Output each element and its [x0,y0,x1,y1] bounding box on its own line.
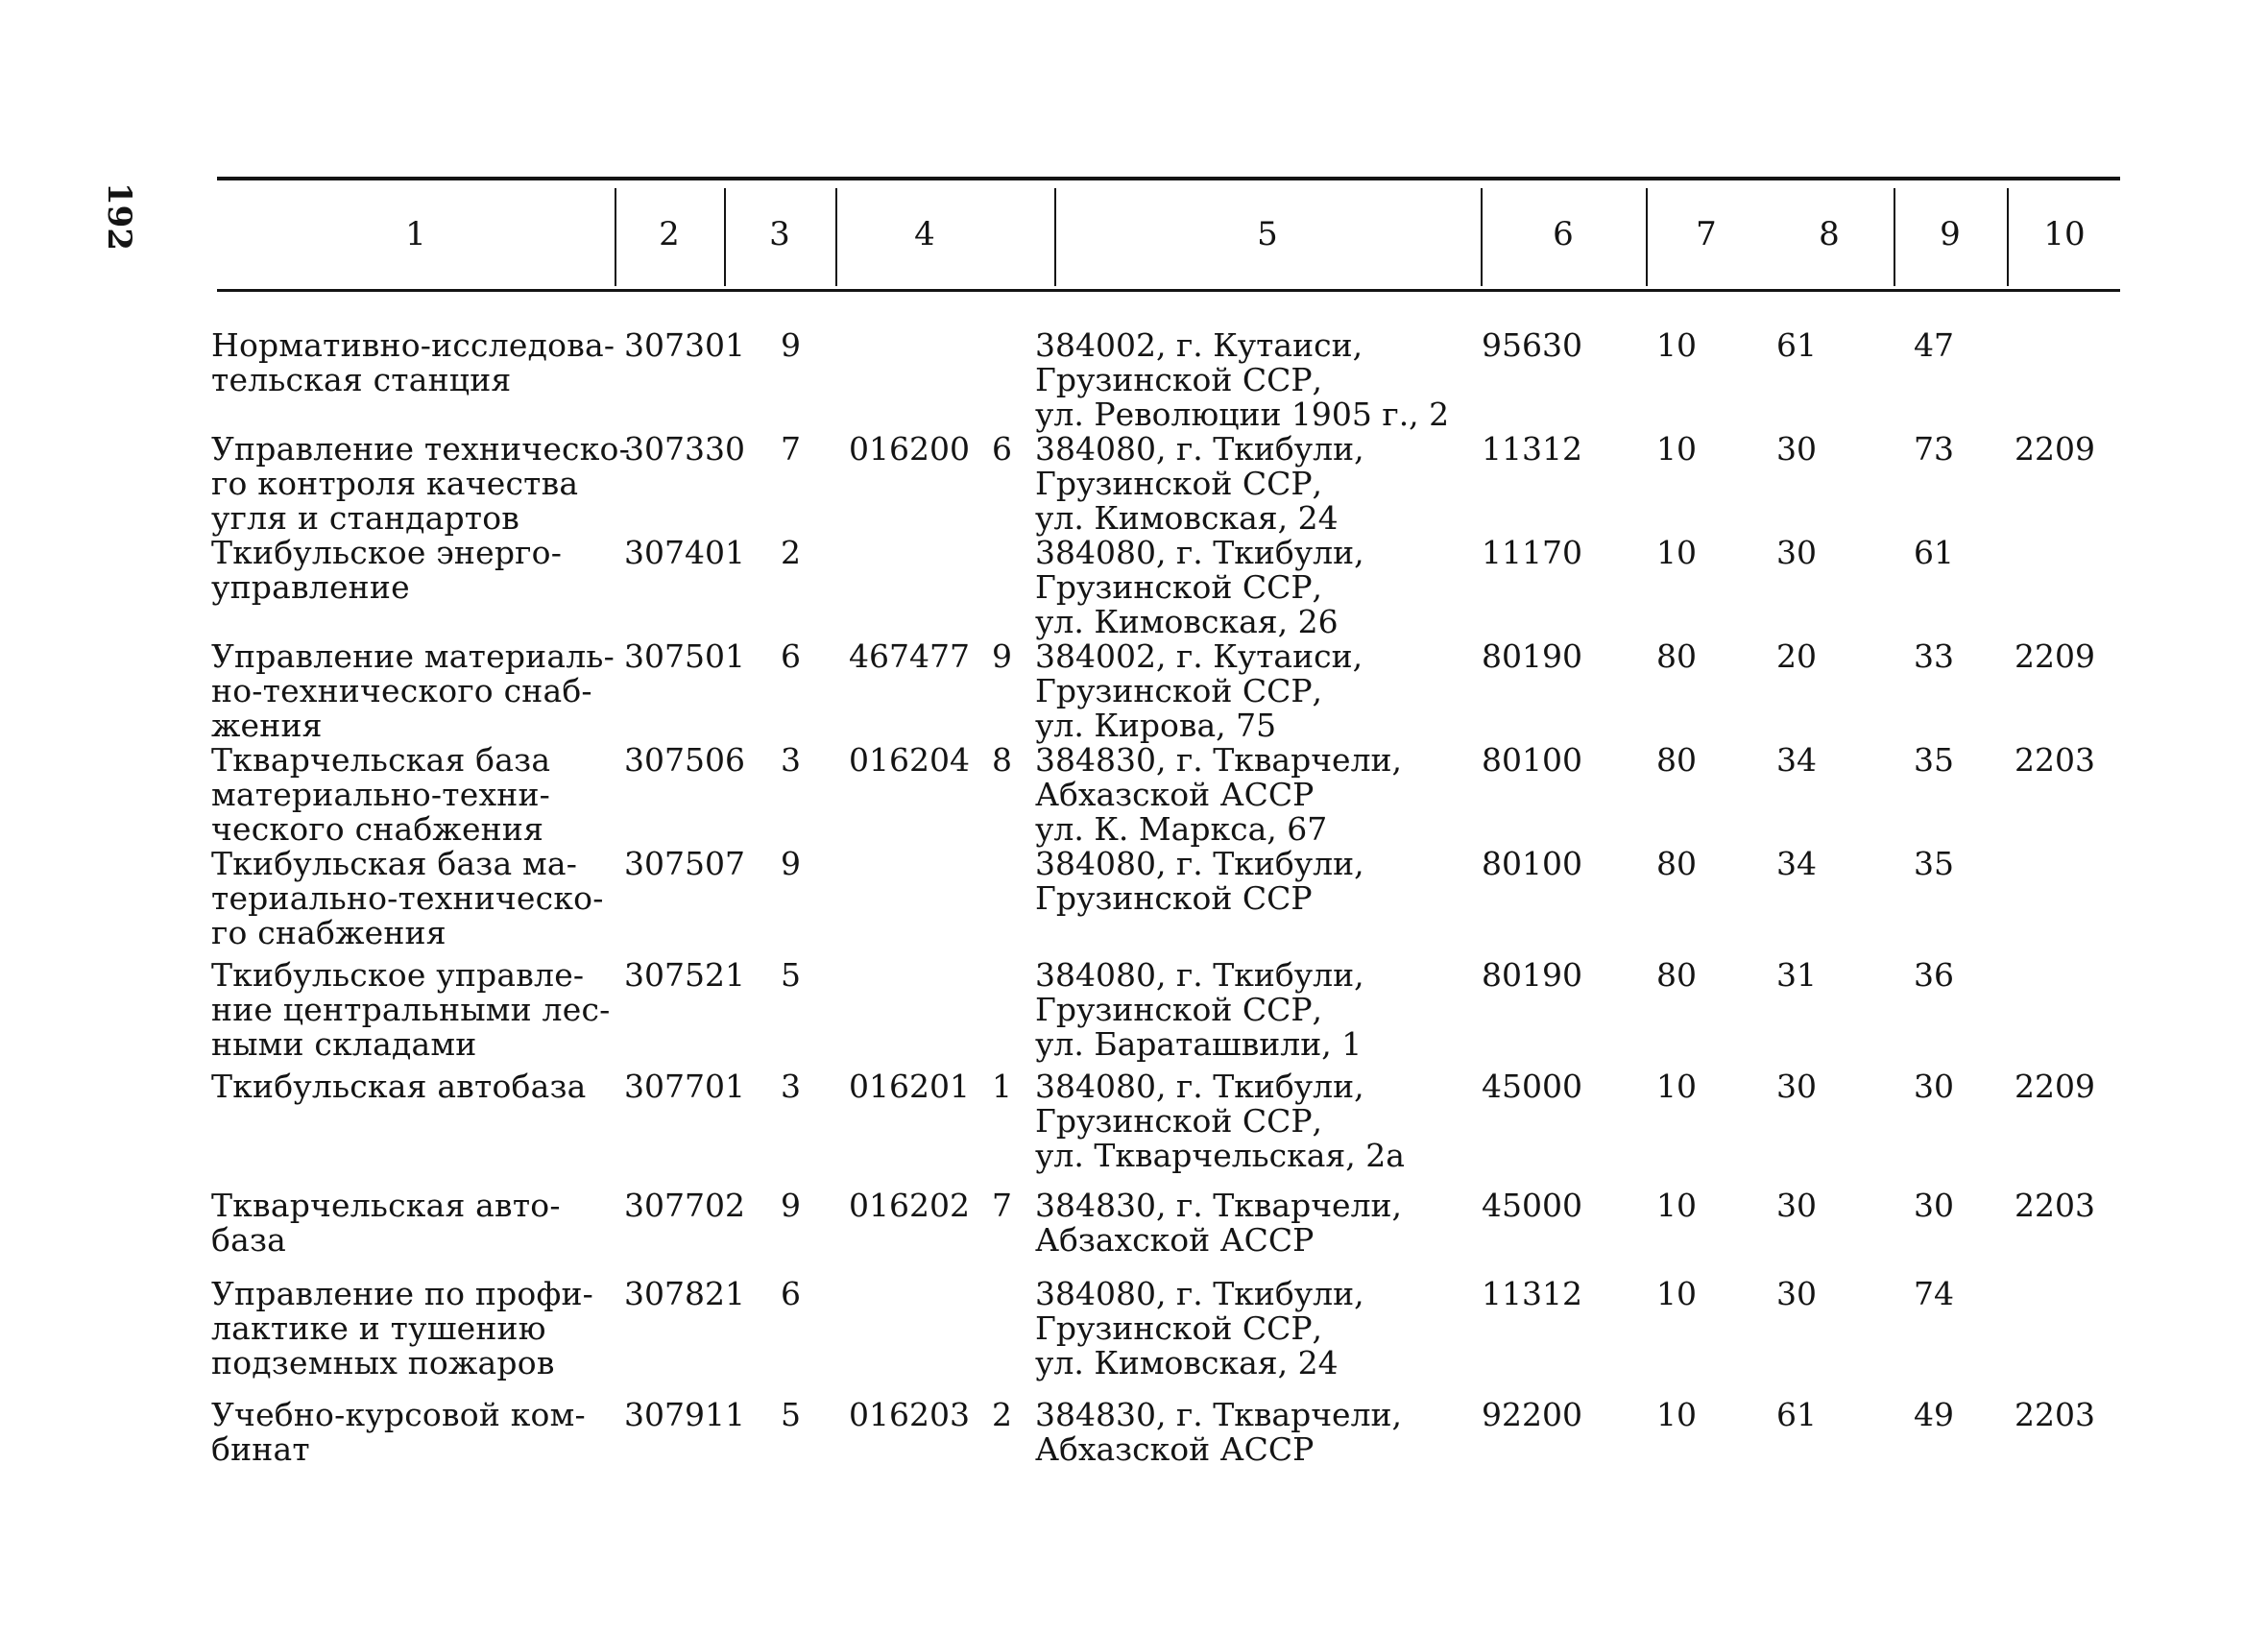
column-6-value: 45000 [1482,1187,1582,1224]
column-9-value: 36 [1914,956,1954,994]
bank-control-digit: 8 [992,741,1012,779]
bank-code: 016204 [849,741,970,779]
column-8-value: 30 [1776,1068,1817,1105]
column-8-value: 30 [1776,430,1817,468]
organization-name: Ткварчельская авто- база [211,1187,561,1259]
column-10-value: 2209 [2015,430,2095,468]
column-header-7: 7 [1696,215,1717,253]
column-6-value: 80190 [1482,637,1582,675]
control-digit: 9 [781,1187,801,1224]
control-digit: 3 [781,1068,801,1105]
control-digit: 3 [781,741,801,779]
enterprise-code: 307911 [624,1396,745,1433]
column-6-value: 80190 [1482,956,1582,994]
address: 384080, г. Ткибули, Грузинской ССР, ул. Ткварчельская, 2а [1035,1068,1405,1174]
address: 384080, г. Ткибули, Грузинской ССР, ул. Кимовская, 24 [1035,430,1364,537]
control-digit: 6 [781,1275,801,1312]
column-6-value: 95630 [1482,326,1582,364]
enterprise-code: 307701 [624,1068,745,1105]
enterprise-code: 307507 [624,845,745,882]
organization-name: Управление материаль- но-технического снаб- жения [211,637,615,744]
address: 384080, г. Ткибули, Грузинской ССР, ул. Кимовская, 26 [1035,534,1364,640]
column-6-value: 11170 [1482,534,1582,571]
column-7-value: 10 [1656,1275,1697,1312]
column-10-value: 2203 [2015,741,2095,779]
column-6-value: 11312 [1482,430,1582,468]
column-header-10: 10 [2043,215,2086,253]
column-9-value: 35 [1914,741,1954,779]
column-9-value: 30 [1914,1187,1954,1224]
column-7-value: 80 [1656,845,1697,882]
page-number: 192 [100,182,138,251]
column-7-value: 10 [1656,1068,1697,1105]
address: 384002, г. Кутаиси, Грузинской ССР, ул. Революции 1905 г., 2 [1035,326,1450,433]
bank-control-digit: 2 [992,1396,1012,1433]
control-digit: 2 [781,534,801,571]
column-8-value: 30 [1776,1187,1817,1224]
control-digit: 7 [781,430,801,468]
column-9-value: 74 [1914,1275,1954,1312]
bank-control-digit: 1 [992,1068,1012,1105]
bank-control-digit: 9 [992,637,1012,675]
column-7-value: 80 [1656,637,1697,675]
column-9-value: 33 [1914,637,1954,675]
column-7-value: 80 [1656,741,1697,779]
column-6-value: 80100 [1482,741,1582,779]
address: 384080, г. Ткибули, Грузинской ССР, ул. Бараташвили, 1 [1035,956,1364,1063]
organization-name: Управление по профи- лактике и тушению подземных пожаров [211,1275,594,1381]
column-6-value: 80100 [1482,845,1582,882]
column-8-value: 34 [1776,741,1817,779]
column-7-value: 80 [1656,956,1697,994]
organization-name: Ткибульская автобаза [211,1068,587,1105]
organization-name: Учебно-курсовой ком- бинат [211,1396,586,1468]
column-header-1: 1 [405,215,426,253]
column-7-value: 10 [1656,1396,1697,1433]
bank-code: 016201 [849,1068,970,1105]
column-9-value: 73 [1914,430,1954,468]
bank-control-digit: 7 [992,1187,1012,1224]
address: 384080, г. Ткибули, Грузинской ССР [1035,845,1364,917]
column-6-value: 92200 [1482,1396,1582,1433]
column-header-9: 9 [1940,215,1961,253]
control-digit: 5 [781,1396,801,1433]
column-10-value: 2203 [2015,1396,2095,1433]
column-header-6: 6 [1553,215,1574,253]
column-9-value: 49 [1914,1396,1954,1433]
column-header-4: 4 [914,215,935,253]
address: 384830, г. Ткварчели, Абзахской АССР [1035,1187,1403,1259]
column-8-value: 31 [1776,956,1817,994]
bank-control-digit: 6 [992,430,1012,468]
column-9-value: 47 [1914,326,1954,364]
organization-name: Ткварчельская база материально-техни- ческого снабжения [211,741,551,848]
bank-code: 016203 [849,1396,970,1433]
organization-name: Управление техническо- го контроля качества угля и стандартов [211,430,630,537]
organization-name: Нормативно-исследова- тельская станция [211,326,615,398]
column-9-value: 61 [1914,534,1954,571]
column-10-value: 2209 [2015,1068,2095,1105]
column-10-value: 2209 [2015,637,2095,675]
enterprise-code: 307702 [624,1187,745,1224]
organization-name: Ткибульское управле- ние центральными лес- ными складами [211,956,611,1063]
control-digit: 5 [781,956,801,994]
column-9-value: 35 [1914,845,1954,882]
column-6-value: 11312 [1482,1275,1582,1312]
column-8-value: 34 [1776,845,1817,882]
control-digit: 9 [781,845,801,882]
address: 384080, г. Ткибули, Грузинской ССР, ул. Кимовская, 24 [1035,1275,1364,1381]
enterprise-code: 307821 [624,1275,745,1312]
column-header-8: 8 [1819,215,1840,253]
column-header-5: 5 [1257,215,1278,253]
organization-name: Ткибульское энерго- управление [211,534,563,606]
enterprise-code: 307521 [624,956,745,994]
column-8-value: 61 [1776,326,1817,364]
address: 384830, г. Ткварчели, Абхазской АССР [1035,1396,1403,1468]
bank-code: 016202 [849,1187,970,1224]
column-8-value: 20 [1776,637,1817,675]
enterprise-code: 307501 [624,637,745,675]
enterprise-code: 307330 [624,430,745,468]
enterprise-code: 307301 [624,326,745,364]
column-6-value: 45000 [1482,1068,1582,1105]
address: 384830, г. Ткварчели, Абхазской АССР ул. К. Маркса, 67 [1035,741,1403,848]
enterprise-code: 307401 [624,534,745,571]
column-header-3: 3 [769,215,790,253]
column-7-value: 10 [1656,534,1697,571]
column-7-value: 10 [1656,326,1697,364]
control-digit: 6 [781,637,801,675]
column-header-2: 2 [659,215,680,253]
control-digit: 9 [781,326,801,364]
column-9-value: 30 [1914,1068,1954,1105]
column-7-value: 10 [1656,430,1697,468]
organization-name: Ткибульская база ма- териально-техническо- го снабжения [211,845,604,951]
bank-code: 016200 [849,430,970,468]
column-10-value: 2203 [2015,1187,2095,1224]
column-8-value: 30 [1776,534,1817,571]
address: 384002, г. Кутаиси, Грузинской ССР, ул. Кирова, 75 [1035,637,1363,744]
column-7-value: 10 [1656,1187,1697,1224]
enterprise-code: 307506 [624,741,745,779]
column-8-value: 30 [1776,1275,1817,1312]
bank-code: 467477 [849,637,970,675]
column-8-value: 61 [1776,1396,1817,1433]
